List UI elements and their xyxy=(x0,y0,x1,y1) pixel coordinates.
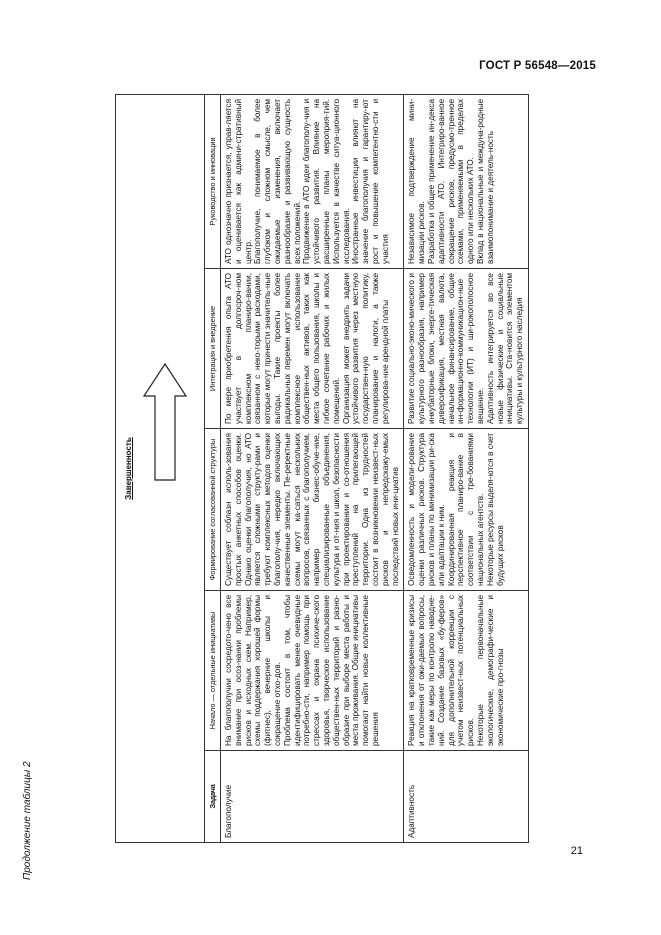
standard-header: ГОСТ Р 56548—2015 xyxy=(479,60,596,72)
table-cell: По мере приобретения опыта АТО участвует в долгосроч-ном комплексном планиро-вании, связанном с неко-торыми расходами, которые могут принести значитель-ные выгоды. Такие проекты более радикальных перемен могут включать комплексное использование обществен-ных активов, таких как места общего пользования, школы и гибкое сочетание рабочих и жилых помещений. Организация может внедрить задачи устойчивого развития через местную государствен-ную политику, планирование и налоги, а также регулирова-ние арендной платы xyxy=(221,269,404,429)
table-cell: Реакция на кратковременные кризисы и отклонения от ожи-даемых вопросы, такие как меры по контролю наводне-ний. Создание базовых «бу-феров» для дополнительной коррекции с учетом неизвест-ных потенциальных рисков. Некоторые первоначальные экологические, демографи-ческие и экономические про-гнозы xyxy=(404,591,529,751)
right-arrow-icon xyxy=(142,362,188,482)
row-label-wellbeing: Благополучие xyxy=(221,751,404,843)
table-cell: Осведомленность и модели-рование оценки различных рисков. Структура рисков и планы по минимизации ри-ска или адаптации к ним. Координированная реакция и перспективное планиро-вание в соответствии с тре-бованиями национальных агентств. Некоторые ресурсы выделя-ются в счет будущих рисков xyxy=(404,429,529,591)
table-cell: Развитие социально-эконо-мического и культурного разнообразия, например инкубаторные блоки, энерге-тическая диверсификация, местная валюта, начальное финансирование, общие ин-формационно-коммуникацион-ные технологии (ИТ) и ши-рокополосное вещание. Адаптивность интегрируется во все новые физические и социальные инициативы. Ста-новится элементом культуры и культурного наследия xyxy=(404,269,529,429)
maturity-arrow-cell xyxy=(116,94,205,842)
maturity-arrow-label: Завершенность xyxy=(124,437,133,500)
rotated-table-wrapper xyxy=(115,95,589,843)
table-row xyxy=(404,94,529,842)
page-number: 21 xyxy=(570,845,583,857)
column-header-start: Начало — отдельные инициативы xyxy=(205,591,221,751)
row-label-adaptability: Адаптивность xyxy=(404,751,529,843)
table-row xyxy=(221,94,404,842)
table-cell: АТО однозначно признается, управ-ляется и оценивается как админи-стративный центр. Благополучие, понимаемое в более глубоком и сложном смысле, чем ожидаемые изменения, включает разнообразие и развивающую сущность всех положений. Продвижение в АТО идеи благополу-чия и устойчивого развития. Влияние на расширенные планы мероприя-тий. Используется в качестве ситуа-ционного исследования. Иностранные инвестиции влияют на значение благополучия и гарантиру-ют рост и повышение компетентно-сти и участия xyxy=(221,94,404,268)
column-header-task: Задача xyxy=(205,751,221,843)
table-cell: На благополучии сосредото-чено все внимание при осоз-нании проблемы рисков и исходных схем. Например, схемы поддержания хорошей формы (фитнес), вечерние школы и сокращение отхо-дов. Проблема состоит в том, чтобы идентифицировать менее очевидные потребно-сти, например помощь при стрессах и охрана психиче-ского здоровья, творческое использование обществен-ных территорий и разно-образие при выборе места работы и места проживания. Общие инициативы помогают найти новые коллективные решения xyxy=(221,591,404,751)
table-header-row xyxy=(205,94,221,842)
table-continuation-caption: Продолжение таблицы 2 xyxy=(22,761,33,880)
column-header-structure: Формирование согласованной структуры xyxy=(205,429,221,591)
risk-maturity-table xyxy=(115,94,529,843)
table-cell: Существует соблазн исполь-зования простых анкетных способов оценки. Однако оценки благополучия, но АТО является сложными структу-рами и требуют комплексных методов оценки благополу-чия, нередко включающих качественные элементы. Пе-реректные схемы могут ка-саться нескольких вопросов, связанных с благополучием, например бизнес-обуче-ние, специализированные объединения, культура и от-ния и школ, безопасности при проектировании и со-отношения преступлений на прилегающей территории. Одна из трудностей состоит в возникновении неизвест-ных рисков и непредскажу-емых последствий новых ини-циатив xyxy=(221,429,404,591)
table-cell: Независимое подтверждение мини-мизации рисков. Разработка и общее применение ин-декса адаптивности АТО. Интегриро-ванное сокращение рисков, предусмо-тренное схемами, применяемыми в пределах одного или нескольких АТО. Вклад в национальные и междуна-родные взаимопонимание и деятель-ность xyxy=(404,94,529,268)
maturity-arrow-row xyxy=(116,94,205,842)
column-header-integration: Интеграция и внедрение xyxy=(205,269,221,429)
column-header-leadership: Руководство и инновации xyxy=(205,94,221,268)
